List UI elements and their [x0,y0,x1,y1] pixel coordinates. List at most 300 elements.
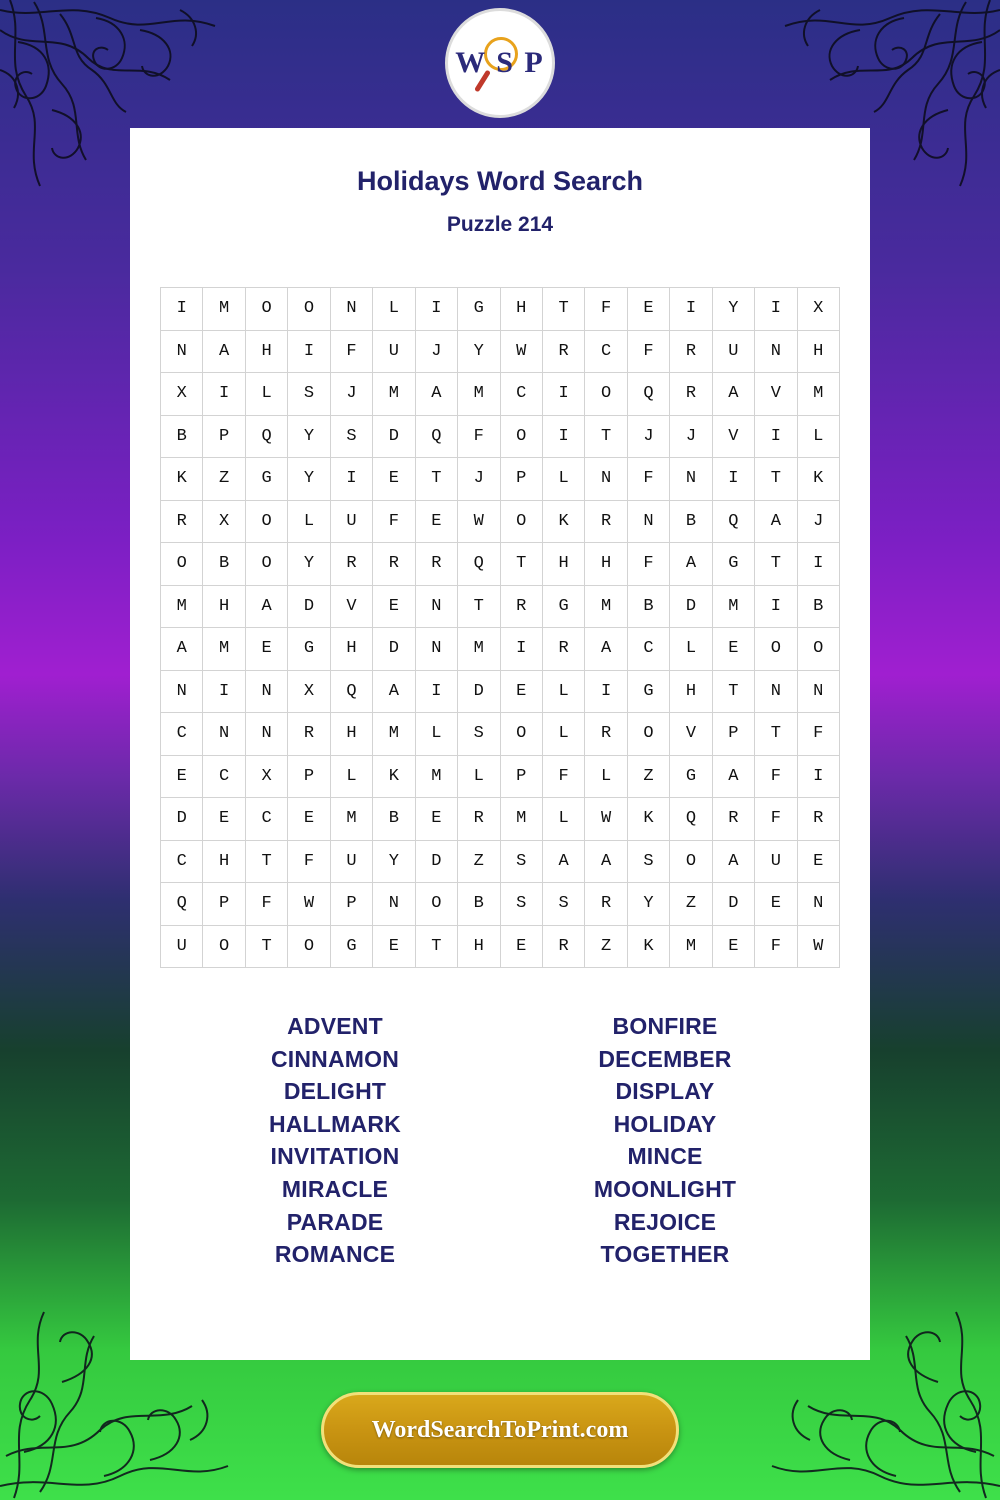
grid-cell: E [500,925,542,968]
grid-cell: H [245,330,287,373]
grid-cell: M [797,373,839,416]
grid-cell: C [500,373,542,416]
grid-cell: I [203,670,245,713]
grid-cell: I [585,670,627,713]
grid-cell: F [755,798,797,841]
word-list-item: REJOICE [613,1208,717,1235]
grid-cell: U [161,925,203,968]
grid-cell: B [161,415,203,458]
grid-cell: L [670,628,712,671]
grid-cell: Y [373,840,415,883]
grid-cell: P [500,755,542,798]
grid-row [161,543,840,586]
grid-cell: S [500,840,542,883]
grid-cell: X [797,288,839,331]
grid-cell: E [627,288,669,331]
grid-cell: K [627,798,669,841]
grid-cell: N [797,670,839,713]
grid-cell: A [712,840,754,883]
grid-cell: J [415,330,457,373]
grid-cell: N [245,670,287,713]
grid-cell: O [670,840,712,883]
grid-cell: E [712,628,754,671]
grid-cell: R [542,925,584,968]
word-list-item: HALLMARK [269,1110,401,1137]
grid-cell: Y [712,288,754,331]
grid-cell: Q [458,543,500,586]
grid-cell: Y [458,330,500,373]
grid-cell: O [500,415,542,458]
grid-cell: N [203,713,245,756]
grid-cell: I [500,628,542,671]
grid-cell: L [330,755,372,798]
grid-cell: J [330,373,372,416]
word-list-item: MIRACLE [281,1175,389,1202]
grid-cell: H [500,288,542,331]
grid-row [161,713,840,756]
grid-cell: Q [245,415,287,458]
puzzle-number: Puzzle 214 [446,213,554,236]
grid-row [161,670,840,713]
grid-cell: A [161,628,203,671]
grid-cell: X [203,500,245,543]
grid-cell: N [585,458,627,501]
grid-cell: B [797,585,839,628]
grid-cell: M [585,585,627,628]
word-list-item: CINNAMON [270,1045,400,1072]
grid-cell: B [670,500,712,543]
grid-cell: P [500,458,542,501]
grid-cell: R [712,798,754,841]
grid-cell: O [415,883,457,926]
grid-cell: F [627,330,669,373]
grid-cell: O [585,373,627,416]
grid-cell: S [288,373,330,416]
grid-cell: A [542,840,584,883]
grid-cell: F [755,925,797,968]
grid-cell: I [670,288,712,331]
grid-cell: I [161,288,203,331]
grid-cell: G [245,458,287,501]
grid-cell: Z [585,925,627,968]
grid-cell: D [712,883,754,926]
word-list-item: MINCE [627,1143,703,1170]
grid-cell: G [330,925,372,968]
grid-cell: L [373,288,415,331]
word-list-item: DECEMBER [598,1045,732,1072]
grid-cell: N [161,670,203,713]
grid-cell: U [373,330,415,373]
word-list-item: ADVENT [287,1013,383,1039]
grid-cell: K [627,925,669,968]
grid-cell: V [755,373,797,416]
grid-cell: O [288,288,330,331]
grid-cell: W [500,330,542,373]
grid-cell: F [373,500,415,543]
grid-cell: Q [670,798,712,841]
grid-cell: R [585,500,627,543]
grid-cell: E [161,755,203,798]
grid-cell: E [755,883,797,926]
grid-cell: H [670,670,712,713]
grid-cell: P [203,883,245,926]
grid-cell: D [458,670,500,713]
grid-cell: Y [288,543,330,586]
grid-cell: R [330,543,372,586]
grid-row [161,883,840,926]
grid-cell: L [542,713,584,756]
word-list-item: HOLIDAY [613,1110,717,1137]
grid-cell: R [670,373,712,416]
grid-cell: O [627,713,669,756]
grid-cell: R [542,628,584,671]
grid-cell: E [203,798,245,841]
grid-cell: G [288,628,330,671]
grid-row [161,458,840,501]
grid-cell: P [288,755,330,798]
grid-cell: I [755,288,797,331]
grid-cell: R [161,500,203,543]
grid-cell: J [797,500,839,543]
grid-cell: D [288,585,330,628]
grid-cell: I [712,458,754,501]
grid-cell: H [330,628,372,671]
grid-cell: F [585,288,627,331]
grid-cell: A [203,330,245,373]
grid-cell: N [755,330,797,373]
grid-cell: N [330,288,372,331]
grid-cell: F [288,840,330,883]
grid-cell: C [245,798,287,841]
word-list-item: ROMANCE [274,1241,396,1268]
grid-cell: N [755,670,797,713]
grid-cell: M [458,628,500,671]
grid-cell: X [245,755,287,798]
grid-cell: L [542,670,584,713]
grid-cell: T [245,925,287,968]
grid-cell: S [542,883,584,926]
grid-cell: I [288,330,330,373]
grid-cell: Q [161,883,203,926]
grid-cell: A [415,373,457,416]
grid-cell: T [755,458,797,501]
grid-cell: G [542,585,584,628]
grid-cell: Z [627,755,669,798]
grid-cell: H [203,585,245,628]
grid-cell: L [542,458,584,501]
grid-cell: F [627,458,669,501]
grid-cell: O [500,713,542,756]
letter-grid-body [161,288,840,968]
grid-cell: A [712,755,754,798]
word-list-item: DISPLAY [615,1078,715,1105]
grid-cell: I [797,755,839,798]
grid-cell: E [373,585,415,628]
grid-cell: X [288,670,330,713]
grid-cell: U [330,840,372,883]
grid-cell: O [288,925,330,968]
grid-cell: M [500,798,542,841]
grid-cell: P [330,883,372,926]
grid-cell: R [500,585,542,628]
grid-cell: N [415,585,457,628]
grid-cell: E [288,798,330,841]
grid-cell: B [458,883,500,926]
word-list-column-left [200,1010,470,1271]
grid-cell: V [670,713,712,756]
grid-cell: J [458,458,500,501]
grid-cell: N [797,883,839,926]
grid-cell: W [585,798,627,841]
grid-row [161,925,840,968]
grid-cell: P [712,713,754,756]
grid-cell: O [797,628,839,671]
grid-cell: N [245,713,287,756]
grid-cell: I [542,373,584,416]
site-logo [445,8,555,118]
grid-cell: M [415,755,457,798]
grid-cell: N [627,500,669,543]
word-list-item: MOONLIGHT [593,1175,737,1202]
grid-cell: Z [458,840,500,883]
grid-cell: E [373,458,415,501]
grid-cell: A [245,585,287,628]
grid-cell: T [500,543,542,586]
grid-cell: A [585,628,627,671]
grid-row [161,500,840,543]
grid-cell: R [288,713,330,756]
grid-cell: K [797,458,839,501]
grid-cell: I [415,670,457,713]
word-list-item: DELIGHT [283,1078,387,1105]
word-list-column-right [530,1010,800,1271]
grid-cell: O [245,500,287,543]
grid-cell: S [500,883,542,926]
grid-cell: L [415,713,457,756]
grid-cell: F [330,330,372,373]
grid-cell: T [585,415,627,458]
grid-cell: N [373,883,415,926]
grid-cell: A [670,543,712,586]
grid-cell: K [542,500,584,543]
grid-cell: D [161,798,203,841]
grid-cell: Q [712,500,754,543]
grid-cell: O [755,628,797,671]
grid-row [161,415,840,458]
grid-cell: E [415,500,457,543]
grid-cell: R [670,330,712,373]
grid-cell: A [585,840,627,883]
letter-grid-table [160,287,840,968]
grid-cell: P [203,415,245,458]
grid-cell: R [542,330,584,373]
grid-cell: F [458,415,500,458]
grid-cell: I [542,415,584,458]
grid-cell: H [203,840,245,883]
grid-cell: M [373,713,415,756]
grid-cell: T [415,925,457,968]
grid-cell: I [755,415,797,458]
grid-cell: S [330,415,372,458]
grid-cell: M [161,585,203,628]
word-list-item: PARADE [286,1208,384,1235]
grid-cell: A [373,670,415,713]
grid-cell: V [330,585,372,628]
grid-cell: M [330,798,372,841]
grid-cell: M [203,288,245,331]
grid-cell: M [712,585,754,628]
grid-cell: I [755,585,797,628]
grid-cell: R [797,798,839,841]
grid-cell: O [245,288,287,331]
grid-cell: A [755,500,797,543]
word-list-item: BONFIRE [612,1013,718,1039]
grid-cell: C [627,628,669,671]
grid-cell: Q [330,670,372,713]
grid-row [161,373,840,416]
grid-cell: E [797,840,839,883]
grid-cell: H [585,543,627,586]
grid-cell: T [542,288,584,331]
grid-cell: C [161,840,203,883]
grid-row [161,798,840,841]
grid-cell: K [161,458,203,501]
grid-cell: I [330,458,372,501]
grid-cell: J [627,415,669,458]
grid-cell: O [245,543,287,586]
grid-cell: Y [288,415,330,458]
grid-cell: L [245,373,287,416]
grid-cell: Q [627,373,669,416]
grid-cell: F [797,713,839,756]
grid-cell: T [458,585,500,628]
grid-cell: G [458,288,500,331]
grid-cell: S [627,840,669,883]
grid-row [161,330,840,373]
grid-cell: V [712,415,754,458]
grid-cell: E [500,670,542,713]
grid-cell: G [670,755,712,798]
grid-cell: H [797,330,839,373]
grid-cell: A [712,373,754,416]
logo-letters: W S P [455,46,545,79]
grid-cell: D [415,840,457,883]
grid-row [161,755,840,798]
grid-cell: W [458,500,500,543]
grid-cell: X [161,373,203,416]
website-label: WordSearchToPrint.com [371,1416,629,1443]
grid-cell: H [458,925,500,968]
grid-cell: O [161,543,203,586]
grid-cell: Z [670,883,712,926]
grid-cell: D [670,585,712,628]
grid-cell: C [161,713,203,756]
grid-cell: F [542,755,584,798]
grid-cell: M [203,628,245,671]
grid-cell: T [712,670,754,713]
grid-cell: I [203,373,245,416]
grid-cell: M [458,373,500,416]
grid-cell: R [585,713,627,756]
grid-cell: I [415,288,457,331]
grid-cell: B [373,798,415,841]
grid-row [161,628,840,671]
page-title: Holidays Word Search [356,166,644,196]
grid-cell: T [755,543,797,586]
puzzle-sheet [130,128,870,1360]
website-badge[interactable] [321,1392,679,1468]
grid-cell: B [203,543,245,586]
grid-cell: L [585,755,627,798]
grid-cell: E [245,628,287,671]
grid-cell: L [542,798,584,841]
word-search-grid [160,287,840,968]
grid-cell: T [415,458,457,501]
grid-cell: U [712,330,754,373]
grid-row [161,585,840,628]
grid-cell: F [245,883,287,926]
grid-cell: S [458,713,500,756]
grid-cell: G [712,543,754,586]
grid-cell: F [755,755,797,798]
grid-cell: R [585,883,627,926]
grid-cell: O [203,925,245,968]
grid-cell: C [203,755,245,798]
grid-cell: W [797,925,839,968]
grid-cell: L [458,755,500,798]
grid-cell: F [627,543,669,586]
grid-cell: Y [627,883,669,926]
grid-cell: U [330,500,372,543]
word-list-item: INVITATION [270,1143,400,1170]
grid-cell: N [161,330,203,373]
grid-cell: Y [288,458,330,501]
grid-cell: R [373,543,415,586]
grid-cell: I [797,543,839,586]
grid-cell: N [670,458,712,501]
grid-cell: N [415,628,457,671]
grid-cell: K [373,755,415,798]
grid-cell: D [373,415,415,458]
grid-cell: M [373,373,415,416]
grid-cell: E [373,925,415,968]
grid-row [161,288,840,331]
grid-cell: M [670,925,712,968]
grid-cell: J [670,415,712,458]
grid-cell: U [755,840,797,883]
grid-cell: R [458,798,500,841]
grid-cell: R [415,543,457,586]
grid-cell: L [797,415,839,458]
grid-cell: E [712,925,754,968]
grid-cell: T [755,713,797,756]
grid-cell: B [627,585,669,628]
grid-cell: C [585,330,627,373]
grid-cell: L [288,500,330,543]
grid-cell: E [415,798,457,841]
word-list [180,1010,820,1271]
grid-row [161,840,840,883]
grid-cell: G [627,670,669,713]
grid-cell: D [373,628,415,671]
grid-cell: Z [203,458,245,501]
grid-cell: H [330,713,372,756]
grid-cell: T [245,840,287,883]
grid-cell: O [500,500,542,543]
grid-cell: W [288,883,330,926]
grid-cell: Q [415,415,457,458]
grid-cell: H [542,543,584,586]
